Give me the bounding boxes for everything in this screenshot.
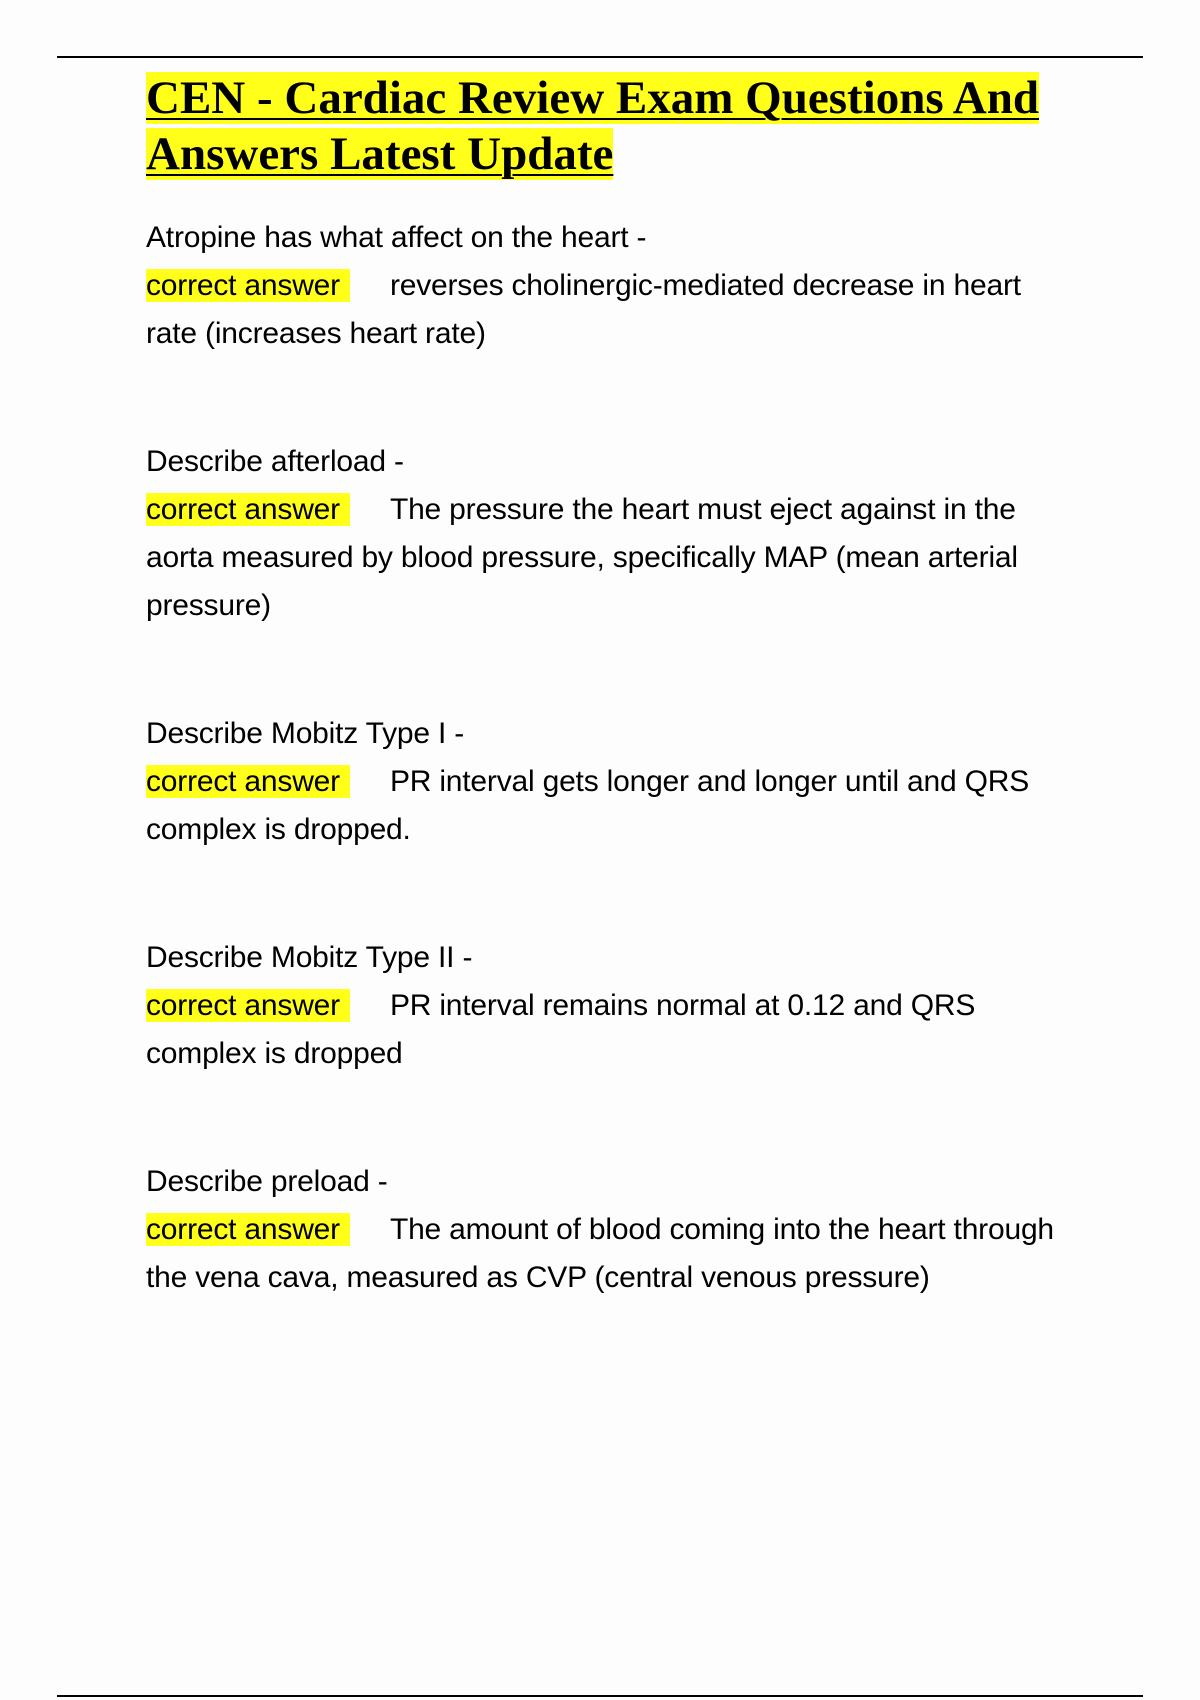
answer-text: The pressure the heart must eject against in the aorta measured by blood pressure, specifically MAP (mean arterial pressure) [146, 493, 1018, 622]
answer-line [146, 262, 1076, 358]
answer-line [146, 1206, 1076, 1302]
answer-line [146, 758, 1076, 854]
document-title-text: CEN - Cardiac Review Exam Questions And Answers Latest Update [146, 72, 1040, 180]
correct-answer-label: correct answer [146, 1213, 350, 1246]
answer-text: The amount of blood coming into the heart through the vena cava, measured as CVP (central venous pressure) [146, 1213, 1054, 1294]
correct-answer-label: correct answer [146, 493, 350, 526]
answer-text: reverses cholinergic-mediated decrease in heart rate (increases heart rate) [146, 269, 1021, 350]
question-text: Describe preload - [146, 1165, 388, 1198]
question-text: Describe Mobitz Type I - [146, 717, 465, 750]
top-rule [57, 56, 1143, 58]
answer-text: PR interval remains normal at 0.12 and QRS complex is dropped [146, 989, 976, 1070]
question-text: Atropine has what affect on the heart - [146, 221, 647, 254]
answer-text: PR interval gets longer and longer until and QRS complex is dropped. [146, 765, 1030, 846]
qa-item-atropine [146, 214, 1076, 358]
correct-answer-label: correct answer [146, 989, 350, 1022]
answer-line [146, 486, 1076, 630]
qa-item-afterload [146, 438, 1076, 630]
document-title [146, 70, 1076, 182]
qa-item-mobitz-type-2 [146, 934, 1076, 1078]
qa-item-mobitz-type-1 [146, 710, 1076, 854]
question-text: Describe afterload - [146, 445, 404, 478]
bottom-rule [57, 1695, 1143, 1697]
question-text: Describe Mobitz Type II - [146, 941, 473, 974]
qa-item-preload [146, 1158, 1076, 1302]
document-body [146, 70, 1076, 1302]
correct-answer-label: correct answer [146, 765, 350, 798]
correct-answer-label: correct answer [146, 269, 350, 302]
answer-line [146, 982, 1076, 1078]
